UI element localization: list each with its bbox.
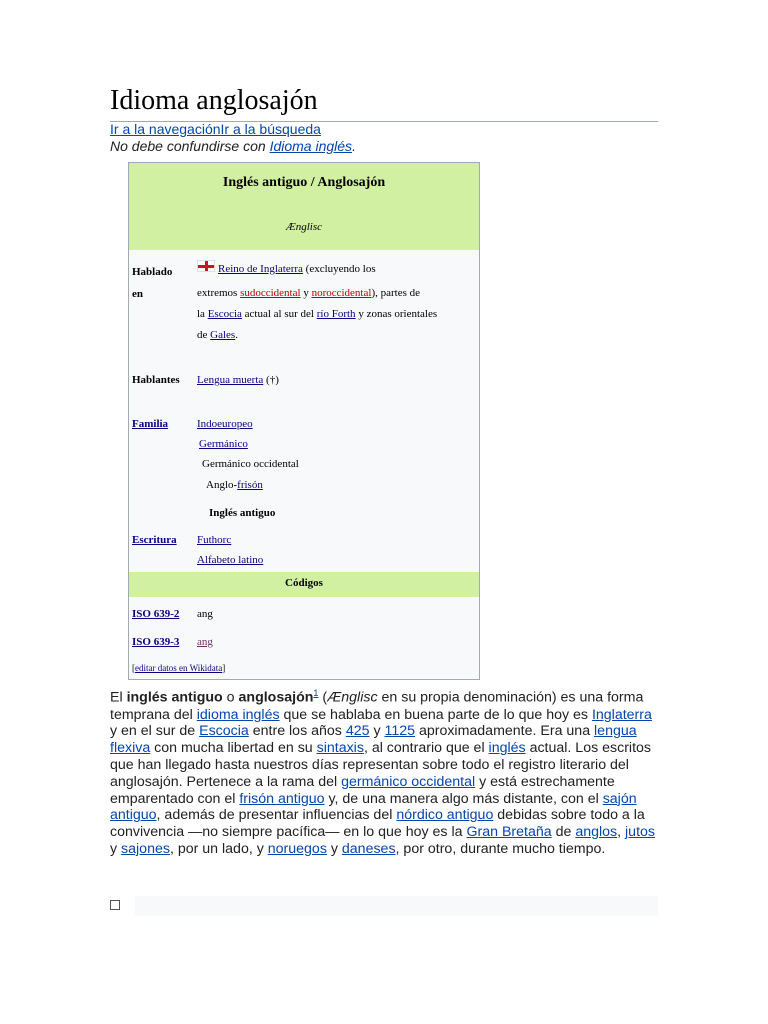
link-gran-bretana[interactable]: Gran Bretaña (466, 824, 552, 841)
text: y en el sur de (110, 723, 200, 740)
text: y (326, 840, 342, 857)
family-current-language: Inglés antiguo (209, 507, 276, 519)
link-gales[interactable]: Gales (210, 329, 236, 341)
family-indoeuropeo (197, 414, 253, 434)
text: aproximadamente. Era una (415, 723, 595, 740)
edit-bracket-open: [ (132, 663, 135, 673)
link-germanico[interactable]: Germánico (199, 438, 248, 450)
family-anglo-frison (206, 475, 263, 495)
link-sajon-antiguo[interactable]: sajón antiguo (110, 790, 637, 824)
family-germanico (199, 434, 248, 454)
text: , por un lado, y (169, 840, 268, 857)
link-sajones[interactable]: sajones (121, 840, 170, 857)
text: y (369, 723, 385, 740)
link-frison-antiguo[interactable]: frisón antiguo (239, 790, 325, 807)
text: que se hablaba en buena parte de lo que hoy es (279, 706, 592, 723)
link-anglos[interactable]: anglos (575, 824, 618, 841)
edit-bracket-close: ] (222, 663, 226, 673)
link-futhorc[interactable]: Futhorc (197, 534, 232, 546)
text: de (551, 824, 576, 841)
text: , por otro, durante mucho tiempo. (395, 840, 606, 857)
edit-wikidata (132, 662, 225, 674)
text: El (110, 689, 127, 706)
hatnote-suffix: . (352, 138, 356, 154)
writing-futhorc (197, 530, 231, 550)
infobox-title: Inglés antiguo / Anglosajón (222, 175, 386, 190)
spoken-text: y (300, 287, 312, 299)
link-noroccidental[interactable]: noroccidental (311, 287, 372, 299)
bold-term-ingles-antiguo: inglés antiguo (126, 689, 223, 706)
link-jutos[interactable]: jutos (625, 824, 655, 841)
spoken-line-2 (197, 283, 420, 303)
iso-639-3-link[interactable]: ISO 639-3 (132, 636, 180, 648)
text: o (222, 689, 239, 706)
link-escocia[interactable]: Escocia (199, 723, 249, 740)
spoken-line-4 (197, 325, 238, 345)
spoken-text: (excluyendo los (302, 263, 376, 275)
spoken-text: de (197, 329, 211, 341)
link-alfabeto-latino[interactable]: Alfabeto latino (197, 554, 264, 566)
family-germanico-occidental: Germánico occidental (202, 458, 299, 470)
spoken-text: y zonas orientales (355, 308, 438, 320)
link-escocia[interactable]: Escocia (207, 308, 242, 320)
hatnote-text: No debe confundirse con (110, 138, 270, 154)
toc-container (135, 896, 658, 916)
link-reino-de-inglaterra[interactable]: Reino de Inglaterra (218, 263, 303, 275)
label-hablado: Hablado (132, 266, 173, 278)
text: ( (318, 689, 328, 706)
link-sudoccidental[interactable]: sudoccidental (240, 287, 301, 299)
spoken-text: . (235, 329, 238, 341)
jump-to-navigation-link[interactable]: Ir a la navegación (110, 121, 221, 137)
toc-toggle-checkbox[interactable] (110, 900, 120, 910)
label-hablantes: Hablantes (132, 374, 180, 386)
label-escritura-link[interactable]: Escritura (132, 534, 177, 546)
text: entre los años (248, 723, 346, 740)
link-1125[interactable]: 1125 (384, 723, 415, 740)
text: y está estrechamente emparentado con el (110, 773, 615, 807)
text: con mucha libertad en su (150, 740, 317, 757)
spoken-text: actual al sur del (241, 308, 317, 320)
codes-header (129, 572, 479, 597)
iso-639-2-link[interactable]: ISO 639-2 (132, 608, 180, 620)
link-frison[interactable]: frisón (237, 479, 263, 491)
bold-term-anglosajon: anglosajón (238, 689, 314, 706)
speakers-value (197, 370, 279, 390)
link-iso-639-3-ang[interactable]: ang (197, 636, 213, 648)
infobox-header (129, 163, 479, 250)
link-ingles[interactable]: inglés (488, 740, 526, 757)
hatnote-link-idioma-ingles[interactable]: Idioma inglés (269, 138, 353, 154)
text: en su propia denominación) es una forma temprana del (110, 689, 644, 723)
family-anglo-text: Anglo- (206, 479, 238, 491)
iso-639-3-value (197, 632, 213, 652)
text: y (110, 840, 122, 857)
text: , además de presentar influencias del (156, 807, 397, 824)
codes-title: Códigos (285, 577, 323, 589)
link-425[interactable]: 425 (345, 723, 370, 740)
edit-wikidata-link[interactable]: editar datos en Wikidata (135, 663, 223, 673)
link-germanico-occidental[interactable]: germánico occidental (341, 773, 476, 790)
link-inglaterra[interactable]: Inglaterra (591, 706, 652, 723)
jump-links (110, 121, 321, 137)
link-lengua-flexiva[interactable]: lengua flexiva (110, 723, 637, 757)
native-term: Ænglisc (327, 689, 378, 706)
link-idioma-ingles[interactable]: idioma inglés (196, 706, 280, 723)
link-daneses[interactable]: daneses (341, 840, 396, 857)
link-noruegos[interactable]: noruegos (267, 840, 327, 857)
text: debidas sobre todo a la convivencia —no siempre pacífica— en lo que hoy es la (110, 807, 645, 841)
spoken-line-3 (197, 304, 437, 324)
spoken-text: ), partes de (371, 287, 420, 299)
infobox-native-name: Ænglisc (285, 221, 323, 233)
text: actual. Los escritos que han llegado hasta nuestros días representan sobre todo el registro literario del anglosajón. Pertenece a la rama del (110, 740, 652, 790)
link-lengua-muerta[interactable]: Lengua muerta (197, 374, 264, 386)
link-indoeuropeo[interactable]: Indoeuropeo (197, 418, 253, 430)
spoken-text: la (197, 308, 208, 320)
jump-to-search-link[interactable]: Ir a la búsqueda (220, 121, 321, 137)
writing-alfabeto-latino (197, 550, 263, 570)
label-en: en (132, 288, 143, 300)
text: , (617, 824, 626, 841)
speakers-suffix: (†) (263, 374, 279, 386)
language-infobox (128, 162, 480, 680)
text: y, de una manera algo más distante, con el (324, 790, 603, 807)
reference-1-link[interactable]: 1 (313, 688, 319, 698)
label-familia-link[interactable]: Familia (132, 418, 169, 430)
hatnote (110, 138, 356, 154)
england-flag-icon (197, 260, 215, 272)
link-nordico-antiguo[interactable]: nórdico antiguo (396, 807, 494, 824)
spoken-line-1 (197, 259, 376, 279)
text: , al contrario que el (363, 740, 489, 757)
page-title: Idioma anglosajón (110, 84, 658, 122)
link-rio-forth[interactable]: río Forth (316, 308, 356, 320)
iso-639-2-value: ang (197, 608, 213, 620)
link-sintaxis[interactable]: sintaxis (316, 740, 364, 757)
lead-paragraph (110, 685, 660, 858)
spoken-text: extremos (197, 287, 241, 299)
